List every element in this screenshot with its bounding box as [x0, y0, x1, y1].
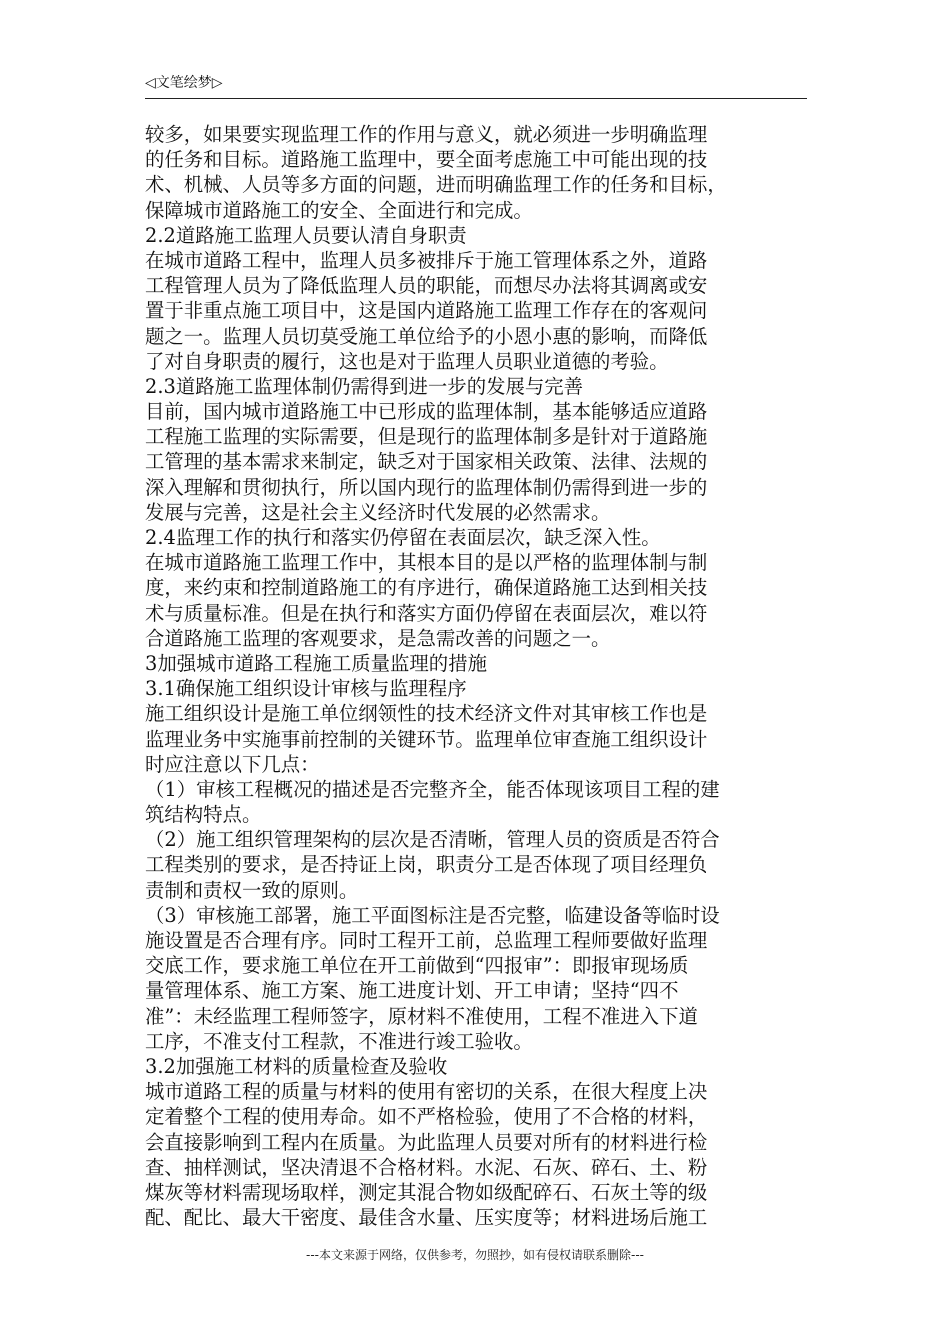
document-body	[145, 122, 807, 1230]
text-line: 保障城市道路施工的安全、全面进行和完成。	[145, 198, 533, 222]
list-item: （3）审核施工部署，施工平面图标注是否完整，临建设备等临时设	[145, 903, 720, 927]
text-line: 准”：未经监理工程师签字，原材料不准使用，工程不准进入下道	[145, 1004, 698, 1028]
text-line: 在城市道路工程中，监理人员多被排斥于施工管理体系之外，道路	[145, 248, 708, 272]
text-line: 施设置是否合理有序。同时工程开工前，总监理工程师要做好监理	[145, 929, 708, 952]
section-heading: 3.2加强施工材料的质量检查及验收	[145, 1054, 448, 1078]
text-line: 置于非重点施工项目中，这是国内道路施工监理工作存在的客观问	[145, 299, 708, 323]
page-footer: ---本文来源于网络，仅供参考，勿照抄，如有侵权请联系删除---	[306, 1248, 644, 1262]
text-line: 的任务和目标。道路施工监理中，要全面考虑施工中可能出现的技	[145, 148, 708, 172]
section-heading: 2.3道路施工监理体制仍需得到进一步的发展与完善	[145, 374, 584, 398]
page-header	[145, 72, 807, 99]
text-line: 题之一。监理人员切莫受施工单位给予的小恩小惠的影响，而降低	[145, 324, 708, 348]
text-line: 查、抽样测试，坚决清退不合格材料。水泥、石灰、碎石、土、粉	[145, 1155, 708, 1179]
section-heading: 2.4监理工作的执行和落实仍停留在表面层次，缺乏深入性。	[145, 526, 661, 549]
header-label: ◁文笔绘梦▷	[145, 75, 223, 91]
text-line: 了对自身职责的履行，这也是对于监理人员职业道德的考验。	[145, 349, 669, 373]
text-line: 深入理解和贯彻执行，所以国内现行的监理体制仍需得到进一步的	[145, 475, 708, 499]
text-line: 工序，不准支付工程款，不准进行竣工验收。	[145, 1029, 533, 1053]
text-line: 在城市道路施工监理工作中，其根本目的是以严格的监理体制与制	[145, 551, 708, 575]
text-line: 工管理的基本需求来制定，缺乏对于国家相关政策、法律、法规的	[145, 450, 708, 474]
list-item: （2）施工组织管理架构的层次是否清晰，管理人员的资质是否符合	[145, 828, 720, 852]
text-line: 监理业务中实施事前控制的关键环节。监理单位审查施工组织设计	[145, 727, 708, 751]
text-line: 度，来约束和控制道路施工的有序进行，确保道路施工达到相关技	[145, 576, 708, 600]
text-line: 责制和责权一致的原则。	[145, 878, 359, 902]
chapter-heading: 3加强城市道路工程施工质量监理的措施	[145, 651, 487, 675]
text-line: 工程类别的要求，是否持证上岗，职责分工是否体现了项目经理负	[145, 853, 708, 877]
text-line: 交底工作，要求施工单位在开工前做到“四报审”：即报审现场质	[145, 954, 689, 978]
text-line: 工程管理人员为了降低监理人员的职能，而想尽办法将其调离或安	[145, 274, 708, 298]
text-line: 工程施工监理的实际需要，但是现行的监理体制多是针对于道路施	[145, 425, 708, 449]
text-line: 术与质量标准。但是在执行和落实方面仍停留在表面层次，难以符	[145, 601, 708, 625]
text-line: 较多，如果要实现监理工作的作用与意义，就必须进一步明确监理	[145, 123, 708, 146]
section-heading: 2.2道路施工监理人员要认清自身职责	[145, 223, 467, 247]
text-line: 量管理体系、施工方案、施工进度计划、开工申请；坚持“四不	[145, 979, 679, 1003]
text-line: 煤灰等材料需现场取样，测定其混合物如级配碎石、石灰土等的级	[145, 1180, 708, 1204]
text-line: 时应注意以下几点：	[145, 752, 320, 776]
text-line: 施工组织设计是施工单位纲领性的技术经济文件对其审核工作也是	[145, 702, 708, 726]
text-line: 定着整个工程的使用寿命。如不严格检验，使用了不合格的材料，	[145, 1105, 708, 1129]
text-line: 术、机械、人员等多方面的问题，进而明确监理工作的任务和目标，	[145, 173, 727, 197]
text-line: 发展与完善，这是社会主义经济时代发展的必然需求。	[145, 500, 611, 524]
text-line: 目前，国内城市道路施工中已形成的监理体制，基本能够适应道路	[145, 400, 708, 424]
list-item: （1）审核工程概况的描述是否完整齐全，能否体现该项目工程的建	[145, 777, 720, 801]
text-line: 城市道路工程的质量与材料的使用有密切的关系，在很大程度上决	[145, 1080, 708, 1104]
text-line: 会直接影响到工程内在质量。为此监理人员要对所有的材料进行检	[145, 1130, 708, 1154]
section-heading: 3.1确保施工组织设计审核与监理程序	[145, 677, 467, 701]
text-line: 配、配比、最大干密度、最佳含水量、压实度等；材料进场后施工	[145, 1206, 708, 1230]
text-line: 筑结构特点。	[145, 803, 262, 827]
text-line: 合道路施工监理的客观要求，是急需改善的问题之一。	[145, 626, 611, 650]
